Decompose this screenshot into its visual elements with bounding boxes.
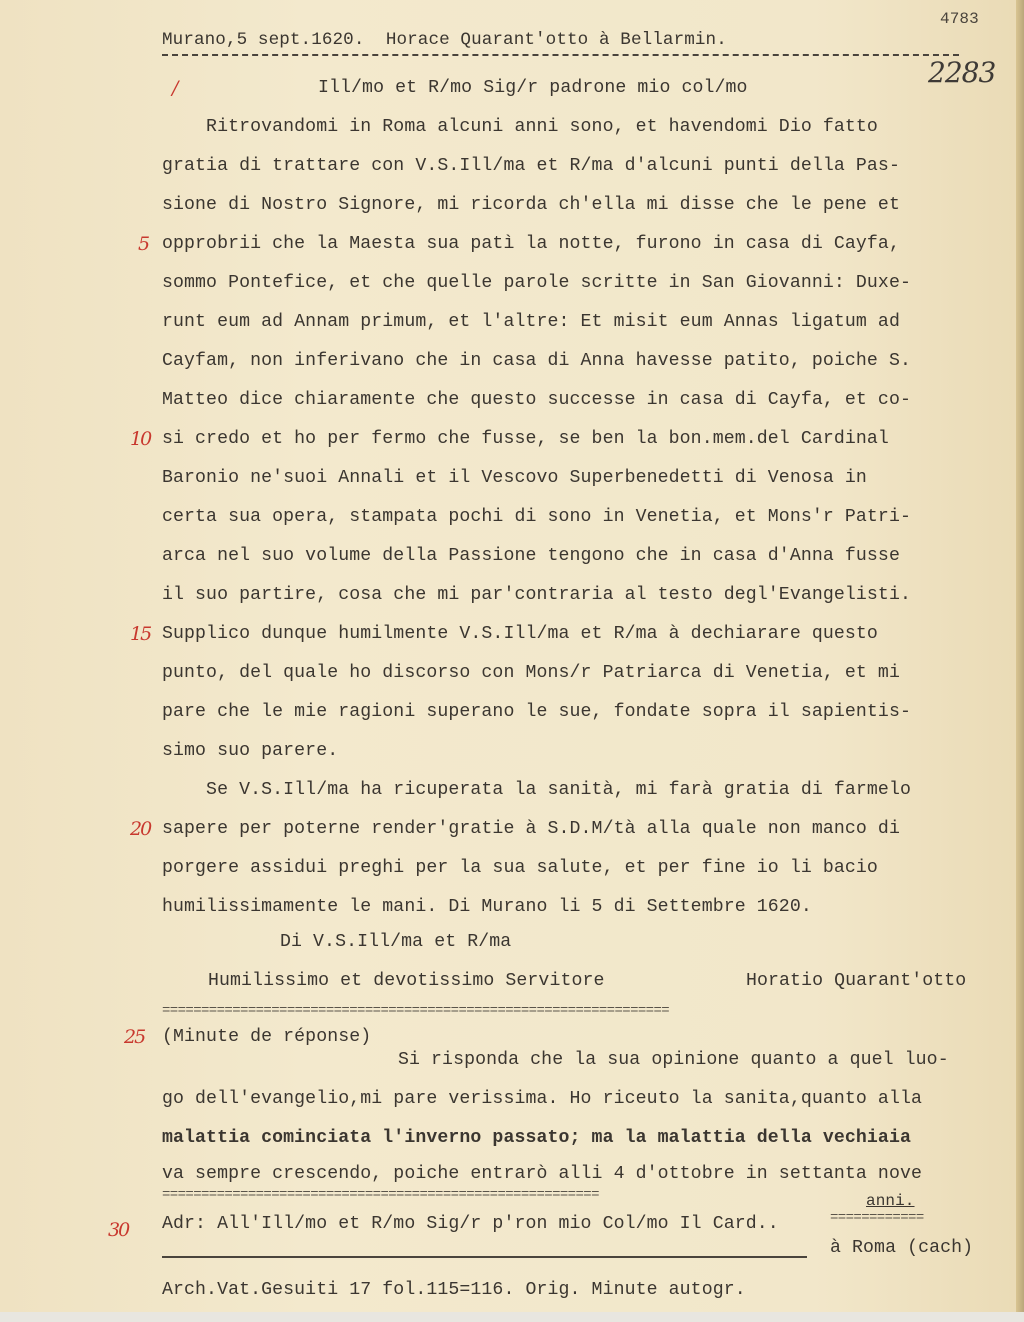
address-city: à Roma (cach) xyxy=(830,1238,974,1258)
minute-first-line: Si risponda che la sua opinione quanto a quel luo- xyxy=(398,1050,949,1070)
margin-number-25: 25 xyxy=(124,1026,145,1048)
margin-number-10: 10 xyxy=(130,428,151,450)
letter-line: sommo Pontefice, et che quelle parole scritte in San Giovanni: Duxe- xyxy=(162,273,911,293)
letter-line: sione di Nostro Signore, mi ricorda ch'ella mi disse che le pene et xyxy=(162,195,900,215)
anni-rule: ============ xyxy=(830,1211,924,1225)
letter-line: humilissimamente le mani. Di Murano li 5 di Settembre 1620. xyxy=(162,897,812,917)
letter-line: punto, del quale ho discorso con Mons/r Patriarca di Venetia, et mi xyxy=(162,663,900,683)
signature-servitore: Humilissimo et devotissimo Servitore xyxy=(208,971,605,991)
letter-line: pare che le mie ragioni superano le sue, fondate sopra il sapientis- xyxy=(162,702,911,722)
margin-number-5: 5 xyxy=(138,233,149,255)
minute-line: go dell'evangelio,mi pare verissima. Ho riceuto la sanita,quanto alla xyxy=(162,1089,922,1109)
letter-line: si credo et ho per fermo che fusse, se ben la bon.mem.del Cardinal xyxy=(162,429,889,449)
minute-label: (Minute de réponse) xyxy=(162,1027,372,1047)
letter-line: Se V.S.Ill/ma ha ricuperata la sanità, mi farà gratia di farmelo xyxy=(162,780,911,800)
margin-number-1: / xyxy=(172,77,177,99)
minute-line: va sempre crescendo, poiche entrarò alli 4 d'ottobre in settanta nove xyxy=(162,1164,922,1184)
letter-line: runt eum ad Annam primum, et l'altre: Et misit eum Annas ligatum ad xyxy=(162,312,900,332)
letter-line: gratia di trattare con V.S.Ill/ma et R/ma d'alcuni punti della Pas- xyxy=(162,156,900,176)
address-line: Adr: All'Ill/mo et R/mo Sig/r p'ron mio Col/mo Il Card.. xyxy=(162,1214,779,1234)
scan-bottom-strip xyxy=(0,1312,1024,1322)
header-rule xyxy=(162,54,959,56)
anni-word: anni. xyxy=(866,1192,915,1210)
archive-number: 4783 xyxy=(940,10,979,28)
letter-line: Ritrovandomi in Roma alcuni anni sono, et havendomi Dio fatto xyxy=(162,117,878,137)
letter-line: arca nel suo volume della Passione tengono che in casa d'Anna fusse xyxy=(162,546,900,566)
margin-number-15: 15 xyxy=(130,623,151,645)
letter-line: opprobrii che la Maesta sua patì la notte, furono in casa di Cayfa, xyxy=(162,234,900,254)
letter-line: Matteo dice chiaramente che questo successe in casa di Cayfa, et co- xyxy=(162,390,911,410)
letter-line: sapere per poterne render'gratie à S.D.M/tà alla quale non manco di xyxy=(162,819,900,839)
letter-line: simo suo parere. xyxy=(162,741,339,761)
page-edge xyxy=(1016,0,1024,1322)
margin-number-20: 20 xyxy=(130,818,151,840)
document-header: Murano,5 sept.1620. Horace Quarant'otto à Bellarmin. xyxy=(162,30,727,50)
letter-line: certa sua opera, stampata pochi di sono in Venetia, et Mons'r Patri- xyxy=(162,507,911,527)
handwritten-number: 2283 xyxy=(928,56,996,89)
separator-short-rule: ======================================================== xyxy=(162,1188,599,1202)
signature-name: Horatio Quarant'otto xyxy=(746,971,967,991)
closing: Di V.S.Ill/ma et R/ma xyxy=(280,932,512,952)
letter-line: Baronio ne'suoi Annali et il Vescovo Superbenedetti di Venosa in xyxy=(162,468,867,488)
minute-line: malattia cominciata l'inverno passato; ma la malattia della vechiaia xyxy=(162,1128,911,1148)
letter-line: Supplico dunque humilmente V.S.Ill/ma et R/ma à dechiarare questo xyxy=(162,624,878,644)
letter-line: il suo partire, cosa che mi par'contraria al testo degl'Evangelisti. xyxy=(162,585,911,605)
letter-line: porgere assidui preghi per la sua salute, et per fine io li bacio xyxy=(162,858,878,878)
source-citation: Arch.Vat.Gesuiti 17 fol.115=116. Orig. Minute autogr. xyxy=(162,1280,746,1300)
letter-line: Cayfam, non inferivano che in casa di Anna havesse patito, poiche S. xyxy=(162,351,911,371)
address-underline xyxy=(162,1256,807,1258)
separator-rule: ================================================================= xyxy=(162,1004,670,1018)
margin-number-30: 30 xyxy=(108,1219,129,1241)
salutation: Ill/mo et R/mo Sig/r padrone mio col/mo xyxy=(318,78,748,98)
